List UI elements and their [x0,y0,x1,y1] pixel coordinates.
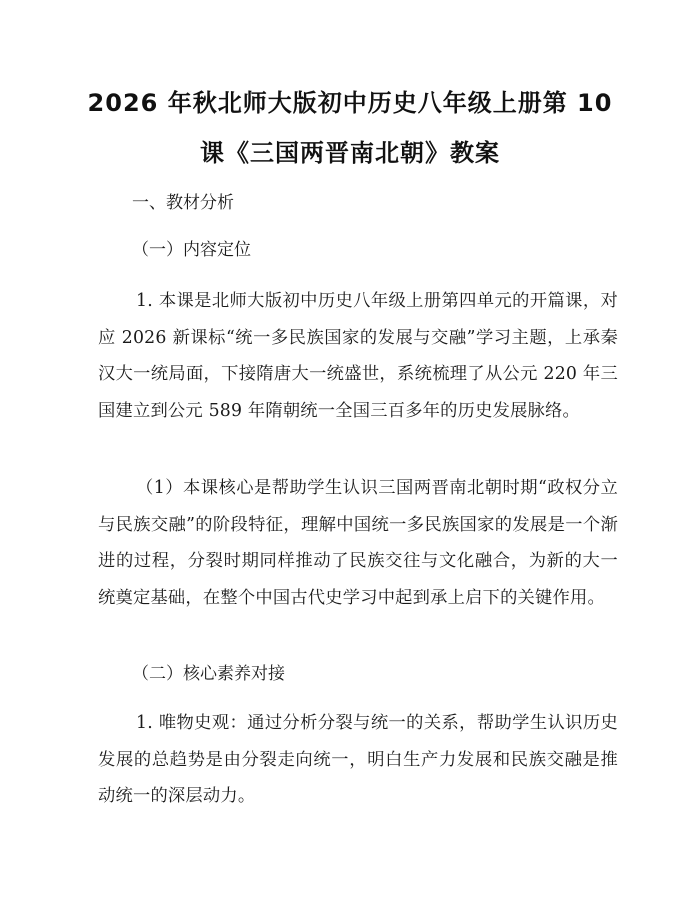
document-title-line-1: 2026 年秋北师大版初中历史八年级上册第 10 [87,89,613,117]
document-title-line-2: 课《三国两晋南北朝》教案 [200,139,500,167]
paragraph-lesson-overview: 1. 本课是北师大版初中历史八年级上册第四单元的开篇课，对应 2026 新课标“统一多民族国家的发展与交融”学习主题，上承秦汉大一统局面，下接隋唐大一统盛世，系统梳理了从公元 220 年三国建立到公元 589 年隋朝统一全国三百多年的历史发展脉络。 [98,291,618,421]
paragraph-historical-materialism: 1. 唯物史观：通过分析分裂与统一的关系，帮助学生认识历史发展的总趋势是由分裂走向统一，明白生产力发展和民族交融是推动统一的深层动力。 [98,713,618,807]
subsection-heading-core-literacy: （二）核心素养对接 [132,664,285,684]
section-heading-textbook-analysis: 一、教材分析 [132,193,234,213]
subsection-heading-content-positioning: （一）内容定位 [132,240,251,260]
paragraph-lesson-core: （1）本课核心是帮助学生认识三国两晋南北朝时期“政权分立与民族交融”的阶段特征，理解中国统一多民族国家的发展是一个渐进的过程，分裂时期同样推动了民族交往与文化融合，为新的大一统奠定基础，在整个中国古代史学习中起到承上启下的关键作用。 [98,478,618,608]
